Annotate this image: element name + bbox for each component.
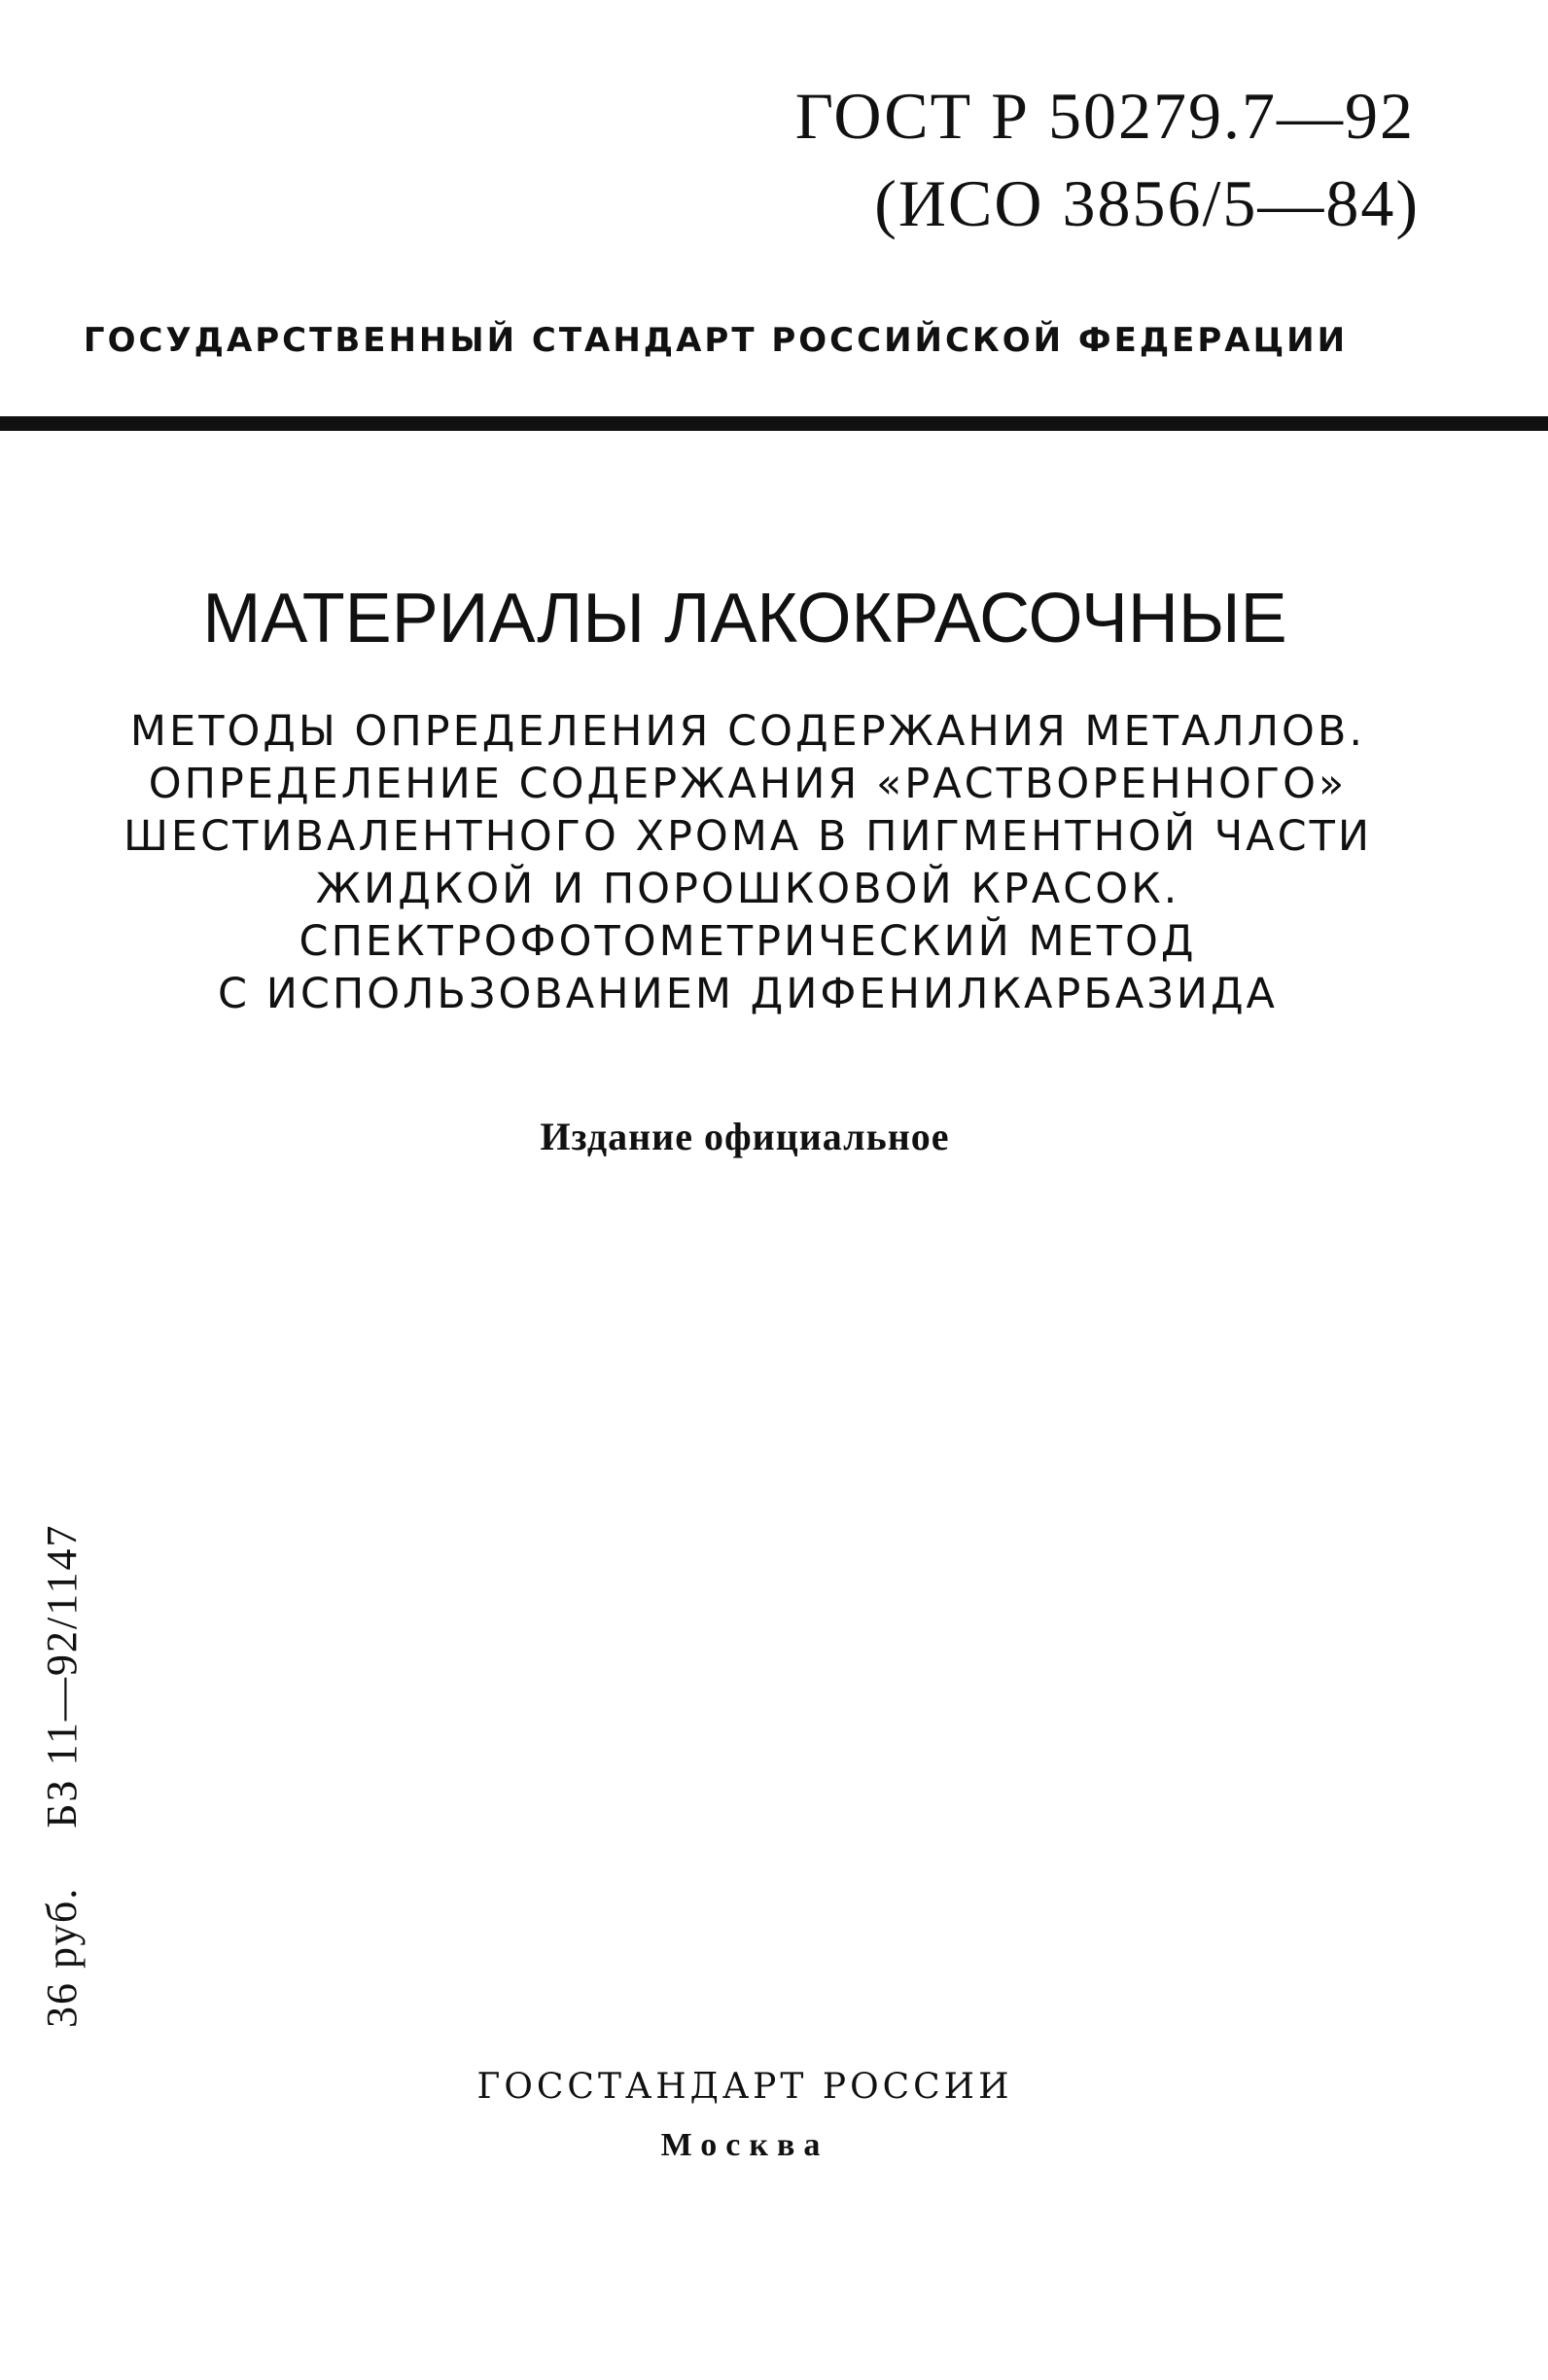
subtitle-line: С ИСПОЛЬЗОВАНИЕМ ДИФЕНИЛКАРБАЗИДА (218, 970, 1278, 1018)
subtitle-line: ШЕСТИВАЛЕНТНОГО ХРОМА В ПИГМЕНТНОЙ ЧАСТИ (123, 812, 1373, 861)
subtitle-line: ЖИДКОЙ И ПОРОШКОВОЙ КРАСОК. (315, 865, 1180, 913)
header-divider (0, 416, 1548, 431)
edition-note: Издание официальное (540, 1115, 950, 1158)
subtitle-line: СПЕКТРОФОТОМЕТРИЧЕСКИЙ МЕТОД (299, 917, 1197, 966)
standard-code: ГОСТ Р 50279.7—92 (794, 79, 1415, 153)
iso-code: (ИСО 3856/5—84) (874, 166, 1420, 240)
document-title: МАТЕРИАЛЫ ЛАКОКРАСОЧНЫЕ (202, 580, 1287, 657)
document-subtitle (0, 705, 1522, 1020)
subtitle-line: ОПРЕДЕЛЕНИЕ СОДЕРЖАНИЯ «РАСТВОРЕННОГО» (148, 760, 1348, 808)
publication-city: Москва (660, 2127, 829, 2163)
subtitle-line: МЕТОДЫ ОПРЕДЕЛЕНИЯ СОДЕРЖАНИЯ МЕТАЛЛОВ. (129, 707, 1366, 756)
price-label: 36 руб. (38, 1886, 86, 2028)
publisher-name: ГОССТАНДАРТ РОССИИ (476, 2067, 1013, 2107)
side-imprint (37, 1523, 87, 2028)
catalog-number: БЗ 11—92/1147 (38, 1523, 86, 1829)
state-standard-heading: ГОСУДАРСТВЕННЫЙ СТАНДАРТ РОССИЙСКОЙ ФЕДЕРАЦИИ (83, 321, 1349, 360)
